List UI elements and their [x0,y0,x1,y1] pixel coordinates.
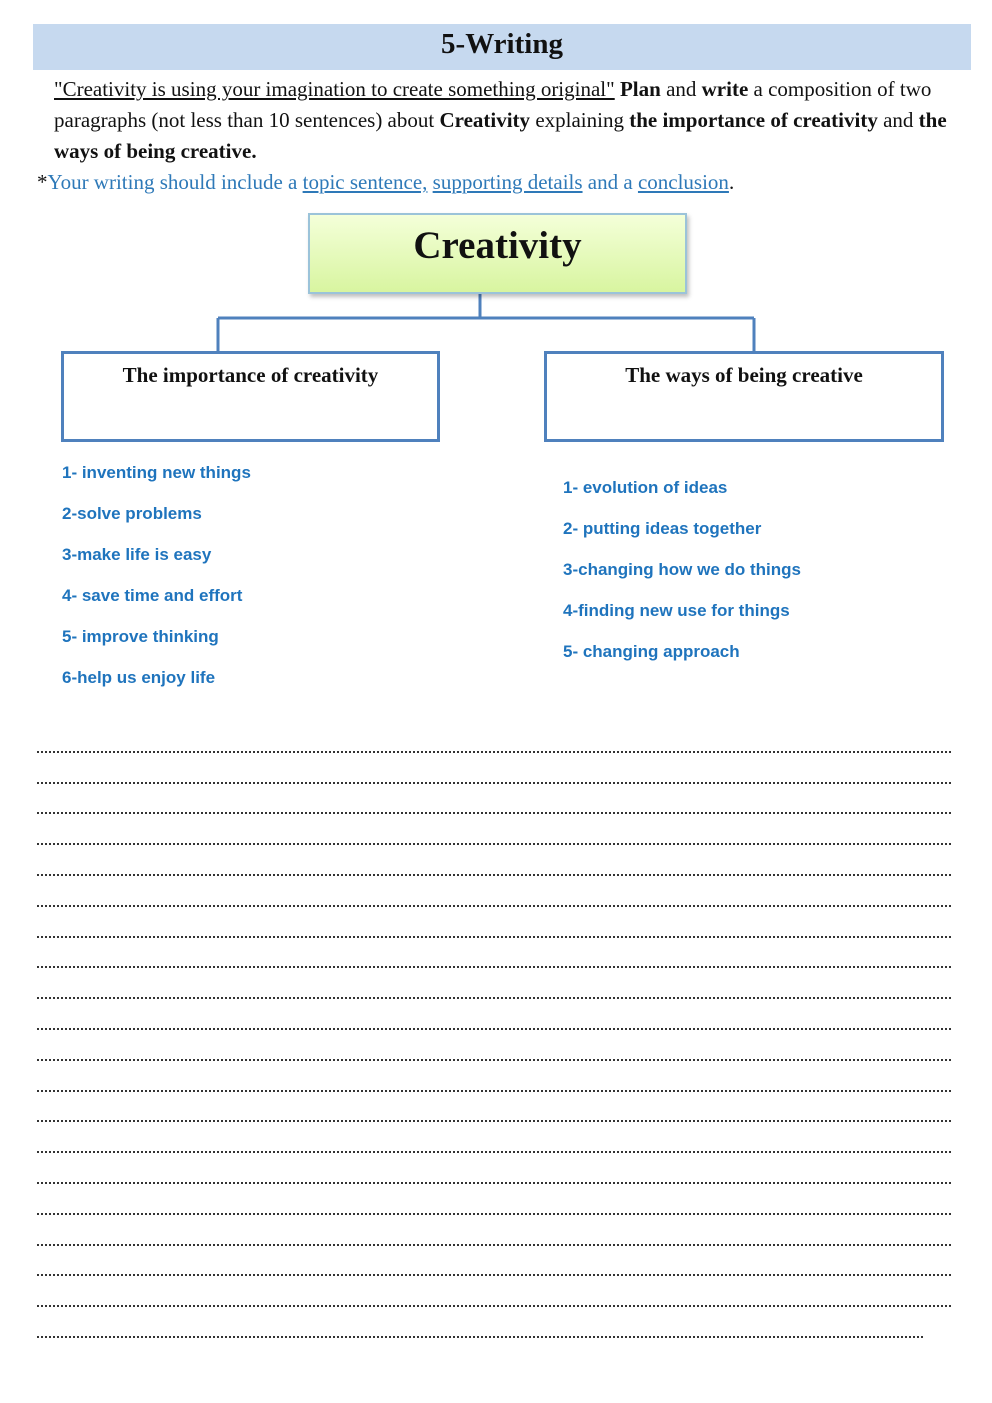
instruction-part: explaining [530,108,630,132]
importance-title: The importance of creativity [122,363,379,387]
writing-line[interactable] [37,822,957,853]
instruction-part: write [701,77,749,101]
writing-line[interactable] [37,976,957,1007]
writing-line[interactable] [37,915,957,946]
writing-line[interactable] [37,884,957,915]
list-item: 6-help us enjoy life [62,668,216,687]
writing-line[interactable] [37,853,957,884]
instruction-part: Creativity [439,108,531,132]
list-item: 5- improve thinking [62,627,219,646]
writing-line[interactable] [37,1130,957,1161]
writing-line[interactable] [37,1038,957,1069]
instruction-part: the ways of being creative. [54,108,947,163]
list-item: 4-finding new use for things [563,601,790,620]
instruction-part: a composition of two paragraphs (not less than 10 sentences) about [54,77,932,132]
writing-line[interactable] [37,1315,957,1346]
writing-line[interactable] [37,761,957,792]
list-item: 4- save time and effort [62,586,243,605]
instruction-part: and [877,108,919,132]
writing-line[interactable] [37,1254,957,1285]
center-topic-box [308,213,687,294]
list-item: 2-solve problems [62,504,202,523]
list-item: 3-changing how we do things [563,560,801,579]
writing-line[interactable] [37,1069,957,1100]
conclusion-link: conclusion [637,170,729,194]
importance-list [62,462,251,708]
writing-line[interactable] [37,946,957,977]
writing-line[interactable] [37,1007,957,1038]
supporting-details-link: supporting details [432,170,583,194]
list-item: 2- putting ideas together [563,519,762,538]
ways-list [563,477,801,682]
ways-title: The ways of being creative [625,363,863,387]
note-lead: Your writing should include a [47,170,303,194]
topic-sentence-link: topic sentence, [302,170,428,194]
note-asterisk: * [37,170,48,194]
writing-lines[interactable] [37,730,957,1346]
importance-box [61,351,440,442]
instruction-part: Plan [619,77,661,101]
instruction-part: and [660,77,702,101]
diagram-connector [0,0,992,360]
section-title: 5-Writing [441,28,563,60]
center-topic-label: Creativity [413,224,582,267]
writing-line[interactable] [37,1223,957,1254]
note-end: . [728,170,735,194]
list-item: 3-make life is easy [62,545,212,564]
note-sep: and a [582,170,638,194]
instruction-part: the importance of creativity [629,108,878,132]
writing-line[interactable] [37,1284,957,1315]
writing-line[interactable] [37,1161,957,1192]
list-item: 5- changing approach [563,642,740,661]
writing-line[interactable] [37,1100,957,1131]
writing-line[interactable] [37,792,957,823]
quote: "Creativity is using your imagination to create something original" [54,77,615,101]
writing-line[interactable] [37,730,957,761]
ways-box [544,351,944,442]
list-item: 1- evolution of ideas [563,478,728,497]
writing-line[interactable] [37,1192,957,1223]
list-item: 1- inventing new things [62,463,251,482]
